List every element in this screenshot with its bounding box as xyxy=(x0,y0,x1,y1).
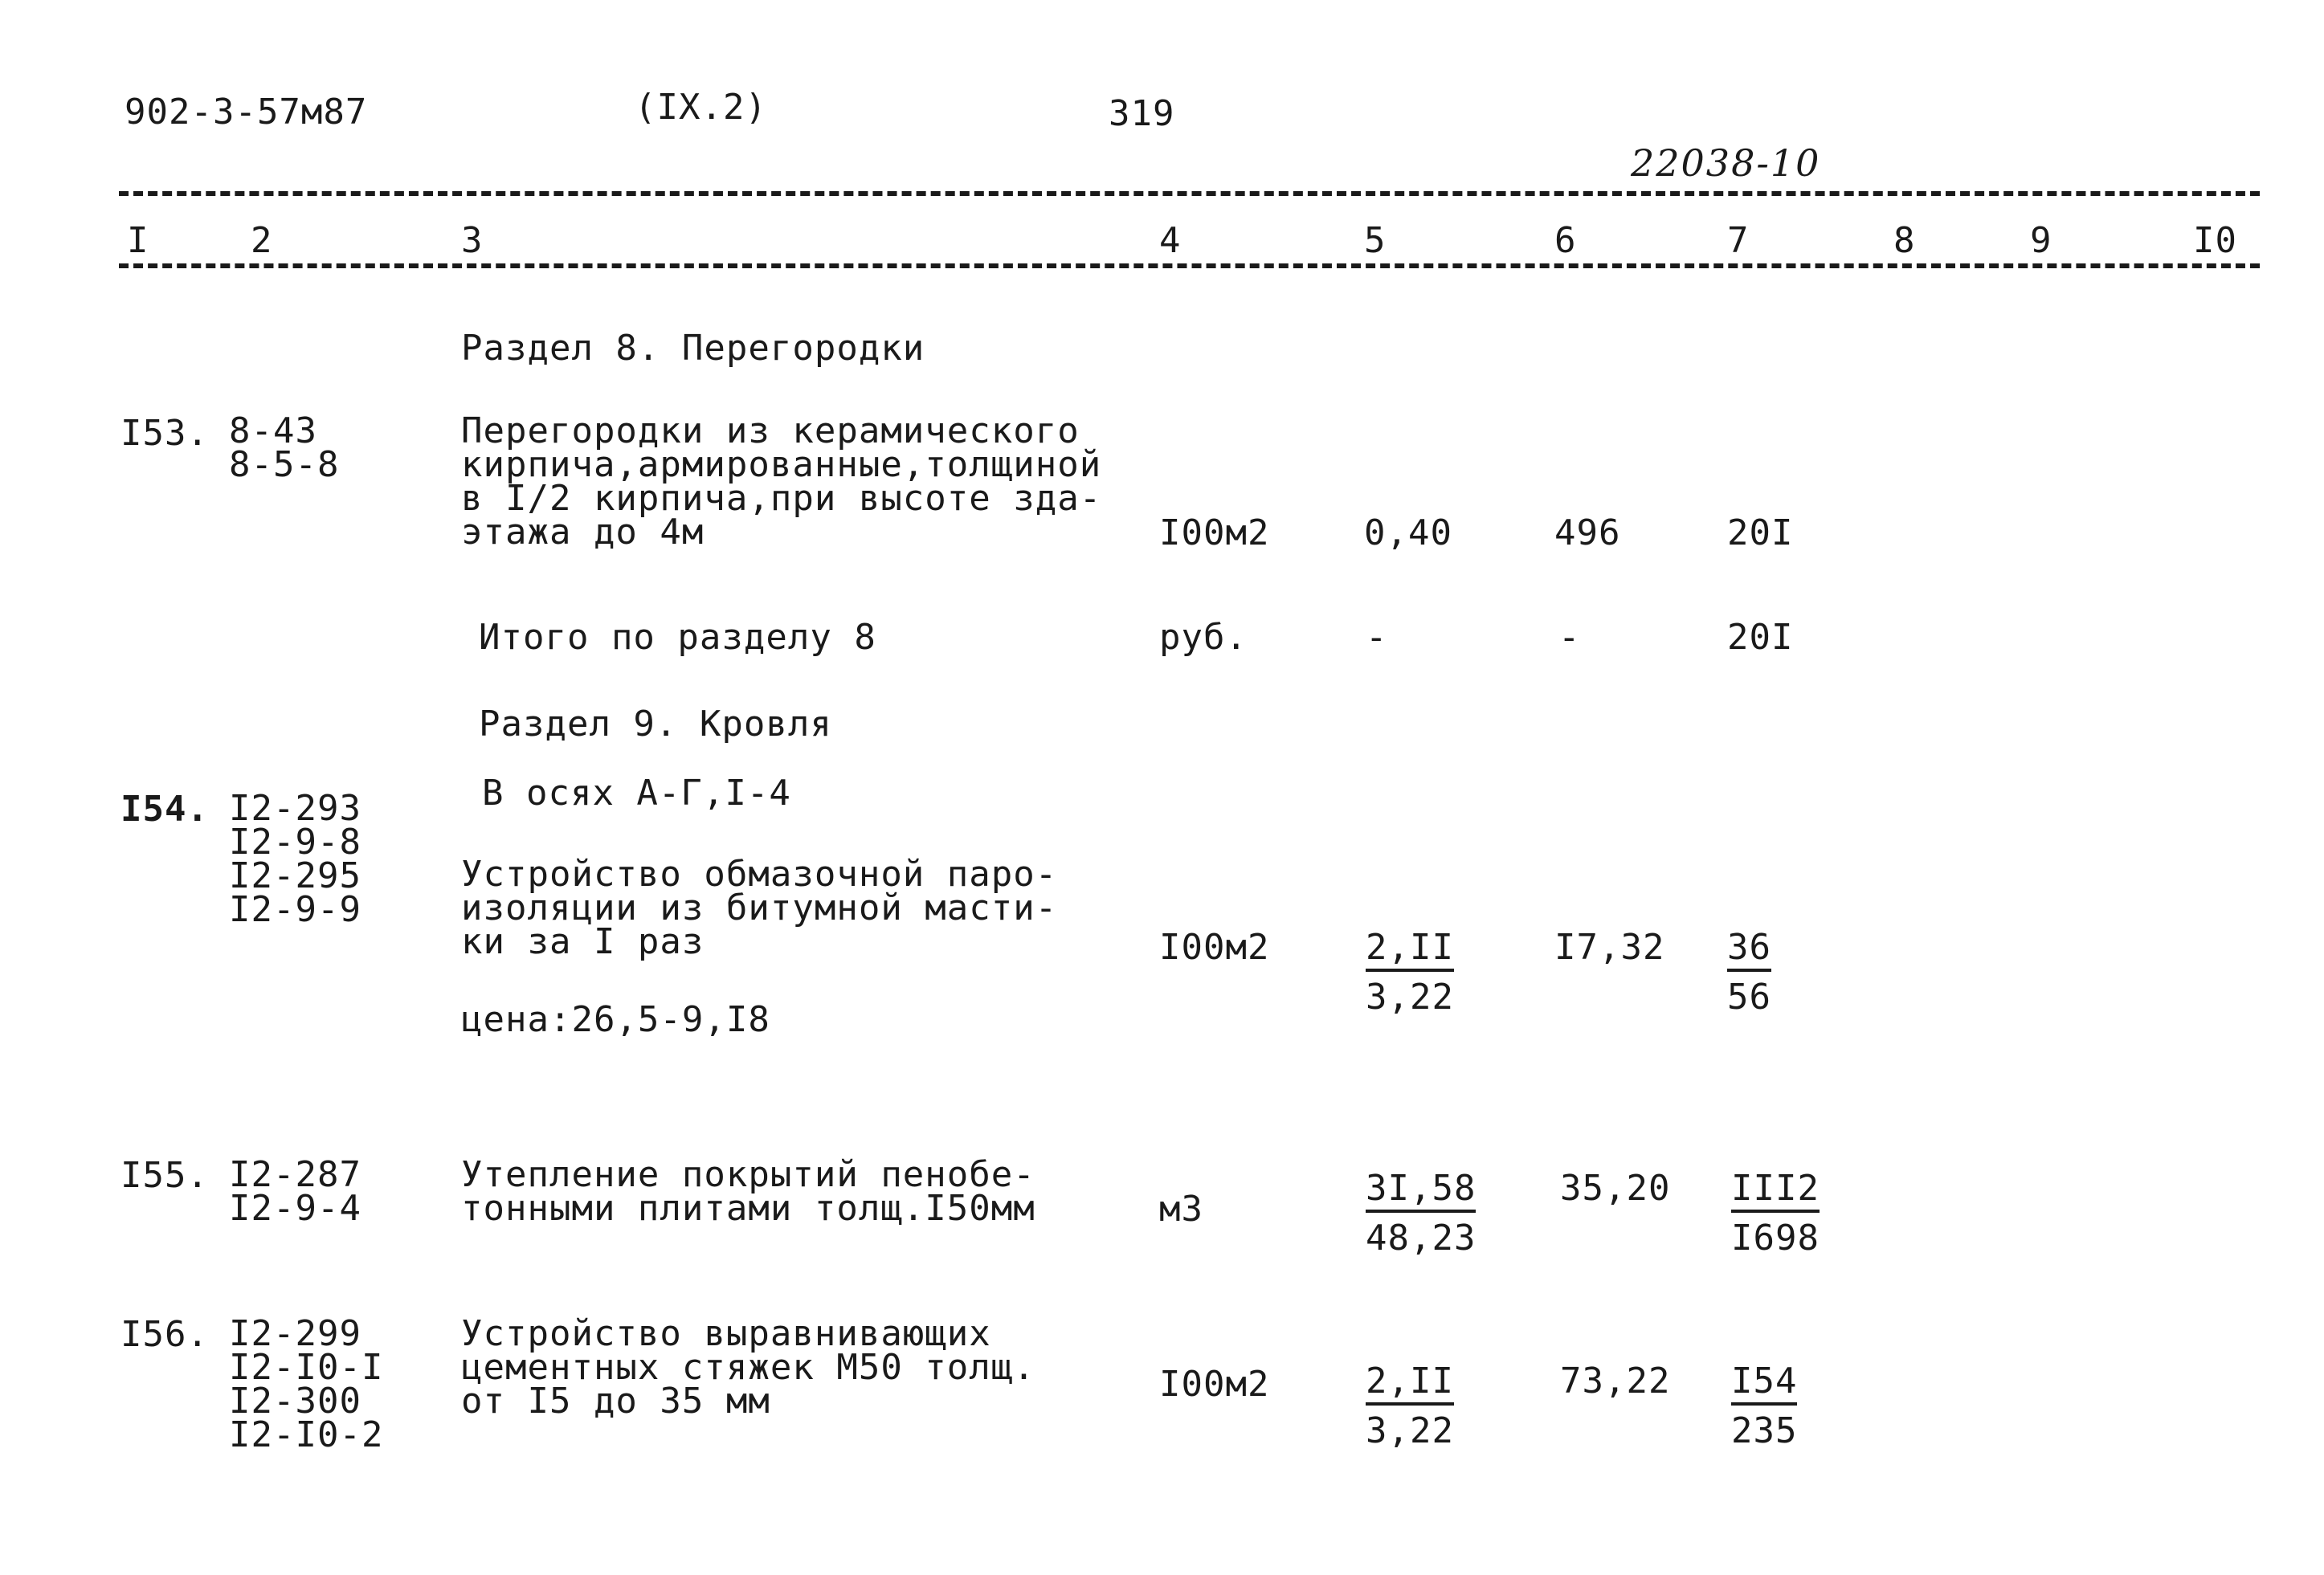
item-quantity-fraction xyxy=(1366,927,1454,1018)
column-header-6: 6 xyxy=(1554,220,1577,261)
item-unit: I00м2 xyxy=(1159,1364,1270,1405)
fraction-numerator: 2,II xyxy=(1366,1364,1454,1406)
fraction-denominator: I698 xyxy=(1731,1218,1820,1259)
item-description: Устройство обмазочной паро- изоляции из битумной масти- ки за I раз xyxy=(461,854,1058,962)
column-header-1: I xyxy=(127,220,149,261)
fraction-denominator: 235 xyxy=(1731,1410,1798,1451)
item-description: Устройство выравнивающих цементных стяжек М50 толщ. от I5 до 35 мм xyxy=(461,1313,1035,1422)
fraction-numerator: 36 xyxy=(1727,930,1771,972)
item-total-fraction xyxy=(1731,1361,1798,1451)
column-header-dashed-rule xyxy=(119,263,2260,268)
item-unit: I00м2 xyxy=(1159,512,1270,553)
item-number: I54. xyxy=(120,789,209,830)
column-header-10: I0 xyxy=(2193,220,2237,261)
item-codes: I2-293 I2-9-8 I2-295 I2-9-9 xyxy=(229,788,361,930)
item-number: I56. xyxy=(120,1314,209,1355)
total-quantity: - xyxy=(1366,617,1388,658)
item-unit-price: 73,22 xyxy=(1560,1361,1671,1402)
total-amount: 20I xyxy=(1727,617,1794,658)
total-label: Итого по разделу 8 xyxy=(479,617,876,658)
item-description: Перегородки из керамического кирпича,армированные,толщиной в I/2 кирпича,при высоте зда- этажа до 4м xyxy=(461,410,1102,553)
column-header-4: 4 xyxy=(1159,220,1182,261)
fraction-denominator: 56 xyxy=(1727,977,1771,1018)
item-total-fraction xyxy=(1731,1168,1820,1259)
item-number: I53. xyxy=(120,413,209,454)
fraction-numerator: I54 xyxy=(1731,1364,1797,1406)
top-dashed-rule xyxy=(119,191,2260,196)
page-number: 319 xyxy=(1109,93,1175,134)
section-8-title: Раздел 8. Перегородки xyxy=(461,328,925,369)
item-unit-price: I7,32 xyxy=(1554,927,1665,968)
item-codes: I2-299 I2-I0-I I2-300 I2-I0-2 xyxy=(229,1313,384,1455)
document-code: 902-3-57м87 xyxy=(125,92,368,133)
item-total: 20I xyxy=(1727,512,1794,553)
item-unit-price: 496 xyxy=(1554,512,1621,553)
item-codes: I2-287 I2-9-4 xyxy=(229,1154,361,1229)
column-header-2: 2 xyxy=(251,220,273,261)
column-header-5: 5 xyxy=(1364,220,1387,261)
item-number: I55. xyxy=(120,1155,209,1196)
fraction-denominator: 48,23 xyxy=(1366,1218,1476,1259)
item-total-fraction xyxy=(1727,927,1771,1018)
item-unit: I00м2 xyxy=(1159,927,1270,968)
item-unit-price: 35,20 xyxy=(1560,1168,1671,1209)
fraction-denominator: 3,22 xyxy=(1366,977,1454,1018)
item-quantity-fraction xyxy=(1366,1168,1476,1259)
handwritten-reference: 22038-10 xyxy=(1631,141,1821,185)
column-header-9: 9 xyxy=(2030,220,2052,261)
item-price-note: цена:26,5-9,I8 xyxy=(461,999,770,1040)
section-9-subtitle: В осях А-Г,I-4 xyxy=(482,773,791,814)
item-quantity: 0,40 xyxy=(1364,512,1452,553)
section-code: (IX.2) xyxy=(635,87,767,128)
total-unit-price: - xyxy=(1558,617,1581,658)
fraction-denominator: 3,22 xyxy=(1366,1410,1454,1451)
column-header-8: 8 xyxy=(1893,220,1916,261)
fraction-numerator: 3I,58 xyxy=(1366,1171,1476,1213)
item-quantity-fraction xyxy=(1366,1361,1454,1451)
fraction-numerator: III2 xyxy=(1731,1171,1820,1213)
section-9-title: Раздел 9. Кровля xyxy=(479,704,832,745)
column-header-3: 3 xyxy=(461,220,484,261)
item-description: Утепление покрытий пенобе- тонными плитами толщ.I50мм xyxy=(461,1154,1035,1229)
column-header-7: 7 xyxy=(1727,220,1750,261)
item-codes: 8-43 8-5-8 xyxy=(229,410,340,485)
total-unit: руб. xyxy=(1159,617,1248,658)
item-unit: м3 xyxy=(1159,1189,1203,1230)
fraction-numerator: 2,II xyxy=(1366,930,1454,972)
